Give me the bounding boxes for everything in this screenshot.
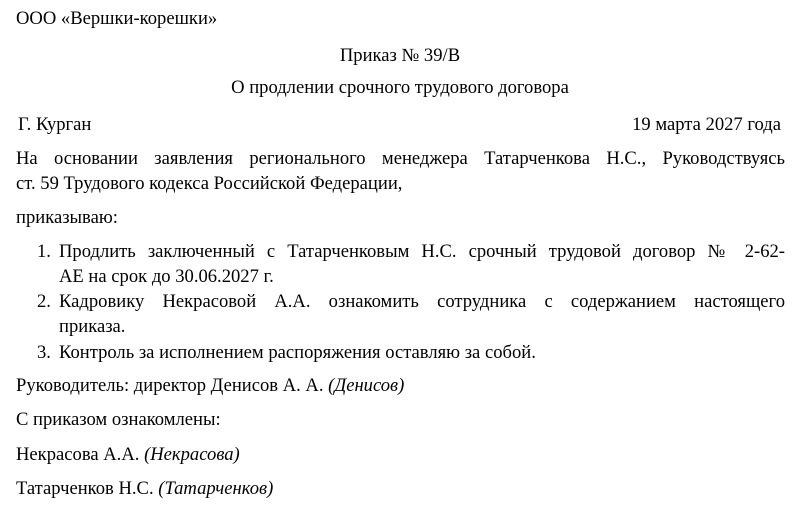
- acquainted-name: Татарченков Н.С.: [16, 478, 154, 499]
- order-word: приказываю:: [16, 207, 118, 228]
- list-item-line: приказа.: [59, 316, 126, 337]
- list-item-number: 3.: [37, 342, 51, 363]
- basis-line-1: На основании заявления регионального менеджера Татарченкова Н.С., Руководствуясь: [16, 148, 785, 169]
- list-item-line: Контроль за исполнением распоряжения оставляю за собой.: [59, 342, 536, 363]
- signature-label: Руководитель: директор Денисов А. А.: [16, 375, 324, 396]
- acquainted-signature: (Некрасова): [144, 444, 240, 465]
- basis-line-2: ст. 59 Трудового кодекса Российской Федерации,: [16, 173, 403, 194]
- acquainted-label: С приказом ознакомлены:: [16, 409, 221, 430]
- list-item-line: Кадровику Некрасовой А.А. ознакомить сотрудника с содержанием настоящего: [59, 291, 785, 312]
- acquainted-row: [16, 477, 273, 501]
- list-item-number: 1.: [37, 241, 51, 262]
- list-item-number: 2.: [37, 291, 51, 312]
- acquainted-name: Некрасова А.А.: [16, 444, 140, 465]
- signature-handwritten: (Денисов): [328, 375, 405, 396]
- list-item-line: Продлить заключенный с Татарченковым Н.С. срочный трудовой договор № 2-62-: [59, 241, 785, 262]
- order-date: 19 марта 2027 года: [632, 114, 781, 135]
- acquainted-row: [16, 443, 240, 467]
- organization-name: ООО «Вершки-корешки»: [16, 8, 218, 29]
- signature-line: [16, 374, 404, 398]
- order-city: Г. Курган: [18, 114, 92, 135]
- list-item-line: АЕ на срок до 30.06.2027 г.: [59, 266, 274, 287]
- acquainted-signature: (Татарченков): [158, 478, 274, 499]
- order-subject: О продлении срочного трудового договора: [231, 77, 569, 98]
- order-title: Приказ № 39/В: [339, 45, 461, 66]
